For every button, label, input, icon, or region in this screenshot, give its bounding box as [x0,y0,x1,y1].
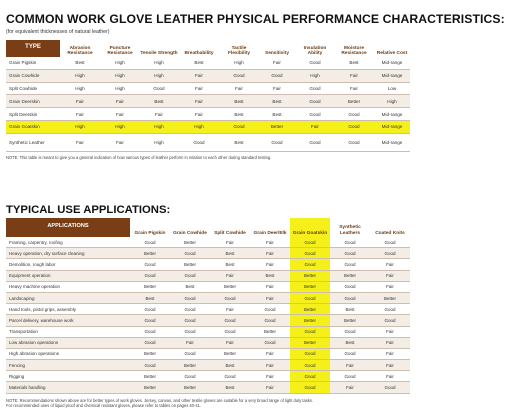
application-cell: Parcel delivery, warehouse work [6,315,130,326]
rating-cell: Good [296,108,334,121]
rating-cell: Good [370,382,410,393]
rating-cell: Better [170,382,210,393]
table-row [6,348,410,359]
rating-cell: Good [296,82,334,95]
rating-cell: Fair [250,360,290,371]
rating-cell: Better [170,259,210,270]
rating-cell: Good [330,259,370,270]
rating-cell: Better [130,281,170,292]
rating-cell: Best [130,292,170,303]
rating-cell: Fair [370,348,410,359]
rating-cell: Better [130,248,170,259]
rating-cell: Good [290,292,330,303]
rating-cell: Good [290,237,330,248]
column-header: Abrasion Resistance [67,45,93,56]
rating-cell: Good [290,371,330,382]
table-row [6,281,410,292]
rating-cell: Best [210,382,250,393]
rating-cell: Better [290,337,330,348]
rating-cell: Good [130,270,170,281]
rating-cell: Fair [258,57,296,69]
rating-cell: Mid-range [374,120,410,133]
rating-cell: Fair [330,382,370,393]
rating-cell: Best [210,259,250,270]
rating-cell: Best [334,57,374,69]
rating-cell: Fair [178,108,220,121]
column-header: Sensitivity [265,50,289,56]
rating-cell: Fair [250,281,290,292]
table-row [6,108,410,121]
column-header: Grain Cowhide [173,230,207,236]
table-row [6,57,410,69]
rating-cell: Fair [370,371,410,382]
applications-column-header: APPLICATIONS [6,218,130,237]
rating-cell: Good [210,326,250,337]
rating-cell: Good [258,69,296,82]
rating-cell: Good [370,237,410,248]
application-cell: Landscaping [6,292,130,303]
rating-cell: Good [370,304,410,315]
table-row [6,304,410,315]
rating-cell: Best [60,57,100,69]
rating-cell: High [140,133,178,151]
rating-cell: Good [330,237,370,248]
rating-cell: Good [330,281,370,292]
rating-cell: Best [178,57,220,69]
rating-cell: Fair [210,237,250,248]
rating-cell: Good [296,57,334,69]
rating-cell: Better [330,270,370,281]
rating-cell: Fair [178,69,220,82]
application-cell: High abrasion operations [6,348,130,359]
column-header: Grain Pigskin [134,230,166,236]
column-header: Tactile Flexibility [227,45,251,56]
rating-cell: Good [370,315,410,326]
application-cell: Low abrasion operations [6,337,130,348]
rating-cell: Best [220,133,258,151]
table-row [6,326,410,337]
column-header: Puncture Resistance [107,45,133,56]
rating-cell: Better [290,270,330,281]
table-row [6,95,410,108]
rating-cell: Best [210,248,250,259]
rating-cell: Fair [258,82,296,95]
rating-cell: High [60,120,100,133]
rating-cell: Fair [210,304,250,315]
rating-cell: Better [210,348,250,359]
rating-cell: Fair [60,133,100,151]
applications-table [6,218,410,394]
rating-cell: Fair [210,337,250,348]
application-cell: Heavy operation, dry surface cleaning [6,248,130,259]
rating-cell: Fair [210,270,250,281]
application-cell: Hand tools, pistol grips, assembly [6,304,130,315]
rating-cell: Good [178,133,220,151]
rating-cell: Fair [250,248,290,259]
rating-cell: High [60,82,100,95]
rating-cell: Low [374,82,410,95]
applications-note-line: For recommended uses of liquid proof and chemical resistant gloves, please refer to tables on pages 40-41. [6,403,202,409]
rating-cell: Good [130,259,170,270]
leather-type-cell: Grain Cowhide [6,69,60,82]
rating-cell: Good [290,360,330,371]
rating-cell: Fair [100,133,140,151]
rating-cell: Fair [250,371,290,382]
rating-cell: Fair [296,120,334,133]
leather-type-cell: Synthetic Leather [6,133,60,151]
application-cell: Equipment operation [6,270,130,281]
rating-cell: Fair [100,108,140,121]
application-cell: Transportation [6,326,130,337]
rating-cell: High [140,57,178,69]
rating-cell: Fair [370,270,410,281]
leather-type-cell: Split Deerskin [6,108,60,121]
rating-cell: Best [258,95,296,108]
rating-cell: Good [170,326,210,337]
rating-cell: Fair [250,237,290,248]
rating-cell: Good [170,270,210,281]
rating-cell: Good [220,120,258,133]
rating-cell: Good [330,371,370,382]
applications-note-line: NOTE: Recommendations shown above are for better types of work gloves. Jersey, canvas, and other textile gloves are suitable for a very broad range of light duty tasks. [6,398,314,403]
application-cell: Materials handling [6,382,130,393]
table-row [6,360,410,371]
type-column-header: TYPE [6,40,60,57]
rating-cell: Good [330,292,370,303]
rating-cell: High [140,69,178,82]
rating-cell: Better [130,382,170,393]
table-row [6,133,410,151]
rating-cell: High [100,57,140,69]
rating-cell: Good [258,133,296,151]
application-cell: Fencing [6,360,130,371]
rating-cell: Better [330,315,370,326]
rating-cell: Good [296,133,334,151]
applications-header-row [6,218,410,237]
physical-title: COMMON WORK GLOVE LEATHER PHYSICAL PERFORMANCE CHARACTERISTICS: [6,12,505,26]
column-header: Insulation Ability [303,45,327,56]
rating-cell: High [100,69,140,82]
rating-cell: Fair [370,337,410,348]
column-header: Breathability [184,50,214,56]
rating-cell: Fair [334,82,374,95]
rating-cell: Fair [178,95,220,108]
rating-cell: Good [290,326,330,337]
rating-cell: Mid-range [374,133,410,151]
rating-cell: Better [290,281,330,292]
rating-cell: Good [130,315,170,326]
rating-cell: Good [334,108,374,121]
rating-cell: Fair [140,108,178,121]
leather-type-cell: Grain Goatskin [6,120,60,133]
rating-cell: Good [334,133,374,151]
rating-cell: Good [170,292,210,303]
rating-cell: Good [170,248,210,259]
rating-cell: Good [296,95,334,108]
rating-cell: Fair [220,82,258,95]
rating-cell: Fair [370,326,410,337]
leather-type-cell: Split Cowhide [6,82,60,95]
rating-cell: Fair [334,69,374,82]
table-row [6,292,410,303]
rating-cell: Fair [330,360,370,371]
rating-cell: Best [220,95,258,108]
rating-cell: Better [334,95,374,108]
rating-cell: Good [210,292,250,303]
table-row [6,371,410,382]
rating-cell: Fair [178,82,220,95]
rating-cell: Good [170,315,210,326]
rating-cell: Good [220,69,258,82]
rating-cell: Good [140,82,178,95]
rating-cell: Fair [170,337,210,348]
rating-cell: Better [170,237,210,248]
rating-cell: Good [250,304,290,315]
rating-cell: Mid-range [374,69,410,82]
physical-header-row [6,40,410,57]
rating-cell: Good [370,248,410,259]
rating-cell: Fair [60,95,100,108]
rating-cell: Best [140,95,178,108]
rating-cell: Good [130,237,170,248]
physical-subtitle: (for equivalent thicknesses of natural leather) [6,29,110,35]
physical-characteristics-table [6,40,410,152]
rating-cell: Good [170,371,210,382]
leather-type-cell: Grain Pigskin [6,57,60,69]
rating-cell: Best [330,337,370,348]
column-header: Grain Deer/Elk [253,230,287,236]
rating-cell: Fair [60,108,100,121]
rating-cell: Best [210,360,250,371]
rating-cell: Best [250,270,290,281]
rating-cell: Better [130,371,170,382]
rating-cell: Good [130,337,170,348]
rating-cell: Fair [250,292,290,303]
rating-cell: Best [330,304,370,315]
rating-cell: Good [130,360,170,371]
rating-cell: Better [290,304,330,315]
table-row [6,237,410,248]
rating-cell: Better [130,348,170,359]
rating-cell: Good [130,304,170,315]
rating-cell: High [178,120,220,133]
rating-cell: Better [250,326,290,337]
rating-cell: Fair [370,281,410,292]
column-header: Coated Knits [375,230,405,236]
rating-cell: Good [290,348,330,359]
rating-cell: Mid-range [374,108,410,121]
rating-cell: Fair [250,259,290,270]
rating-cell: Good [290,382,330,393]
application-cell: Heavy machine operation [6,281,130,292]
table-row [6,248,410,259]
rating-cell: Fair [370,259,410,270]
column-header: Split Cowhide [214,230,246,236]
table-row [6,259,410,270]
leather-type-cell: Grain Deerskin [6,95,60,108]
applications-title: TYPICAL USE APPLICATIONS: [6,204,171,216]
rating-cell: Better [290,315,330,326]
rating-cell: Fair [250,382,290,393]
table-row [6,120,410,133]
rating-cell: Fair [370,360,410,371]
rating-cell: Best [258,108,296,121]
rating-cell: Best [220,108,258,121]
rating-cell: Good [334,120,374,133]
rating-cell: High [374,95,410,108]
rating-cell: Fair [100,95,140,108]
table-row [6,270,410,281]
rating-cell: Mid-range [374,57,410,69]
rating-cell: Good [210,371,250,382]
application-cell: Framing, carpentry, roofing [6,237,130,248]
column-header: Synthetic Leathers [339,225,361,236]
rating-cell: Good [130,326,170,337]
rating-cell: High [100,82,140,95]
rating-cell: Fair [250,348,290,359]
rating-cell: Good [330,248,370,259]
rating-cell: Good [290,259,330,270]
rating-cell: Good [250,315,290,326]
rating-cell: Better [210,281,250,292]
column-header: Grain Goatskin [290,218,330,237]
physical-note: NOTE: This table is meant to give you a general indication of how various types of leather perform in relation to each other during standard testing. [6,155,272,160]
rating-cell: Good [170,348,210,359]
rating-cell: High [60,69,100,82]
applications-note [6,398,313,408]
rating-cell: High [220,57,258,69]
table-row [6,69,410,82]
rating-cell: Good [170,304,210,315]
rating-cell: Good [210,315,250,326]
rating-cell: Good [250,337,290,348]
column-header: Moisture Resistance [341,45,367,56]
rating-cell: High [296,69,334,82]
table-row [6,382,410,393]
column-header: Relative Cost [376,50,408,56]
table-row [6,337,410,348]
rating-cell: Better [370,292,410,303]
table-row [6,315,410,326]
rating-cell: Good [330,326,370,337]
application-cell: Rigging [6,371,130,382]
rating-cell: Best [170,281,210,292]
table-row [6,82,410,95]
column-header: Tensile Strength [140,50,178,56]
rating-cell: Good [330,348,370,359]
rating-cell: Better [170,360,210,371]
rating-cell: High [100,120,140,133]
application-cell: Demolition, rough labor [6,259,130,270]
rating-cell: Good [290,248,330,259]
rating-cell: High [140,120,178,133]
rating-cell: Better [258,120,296,133]
